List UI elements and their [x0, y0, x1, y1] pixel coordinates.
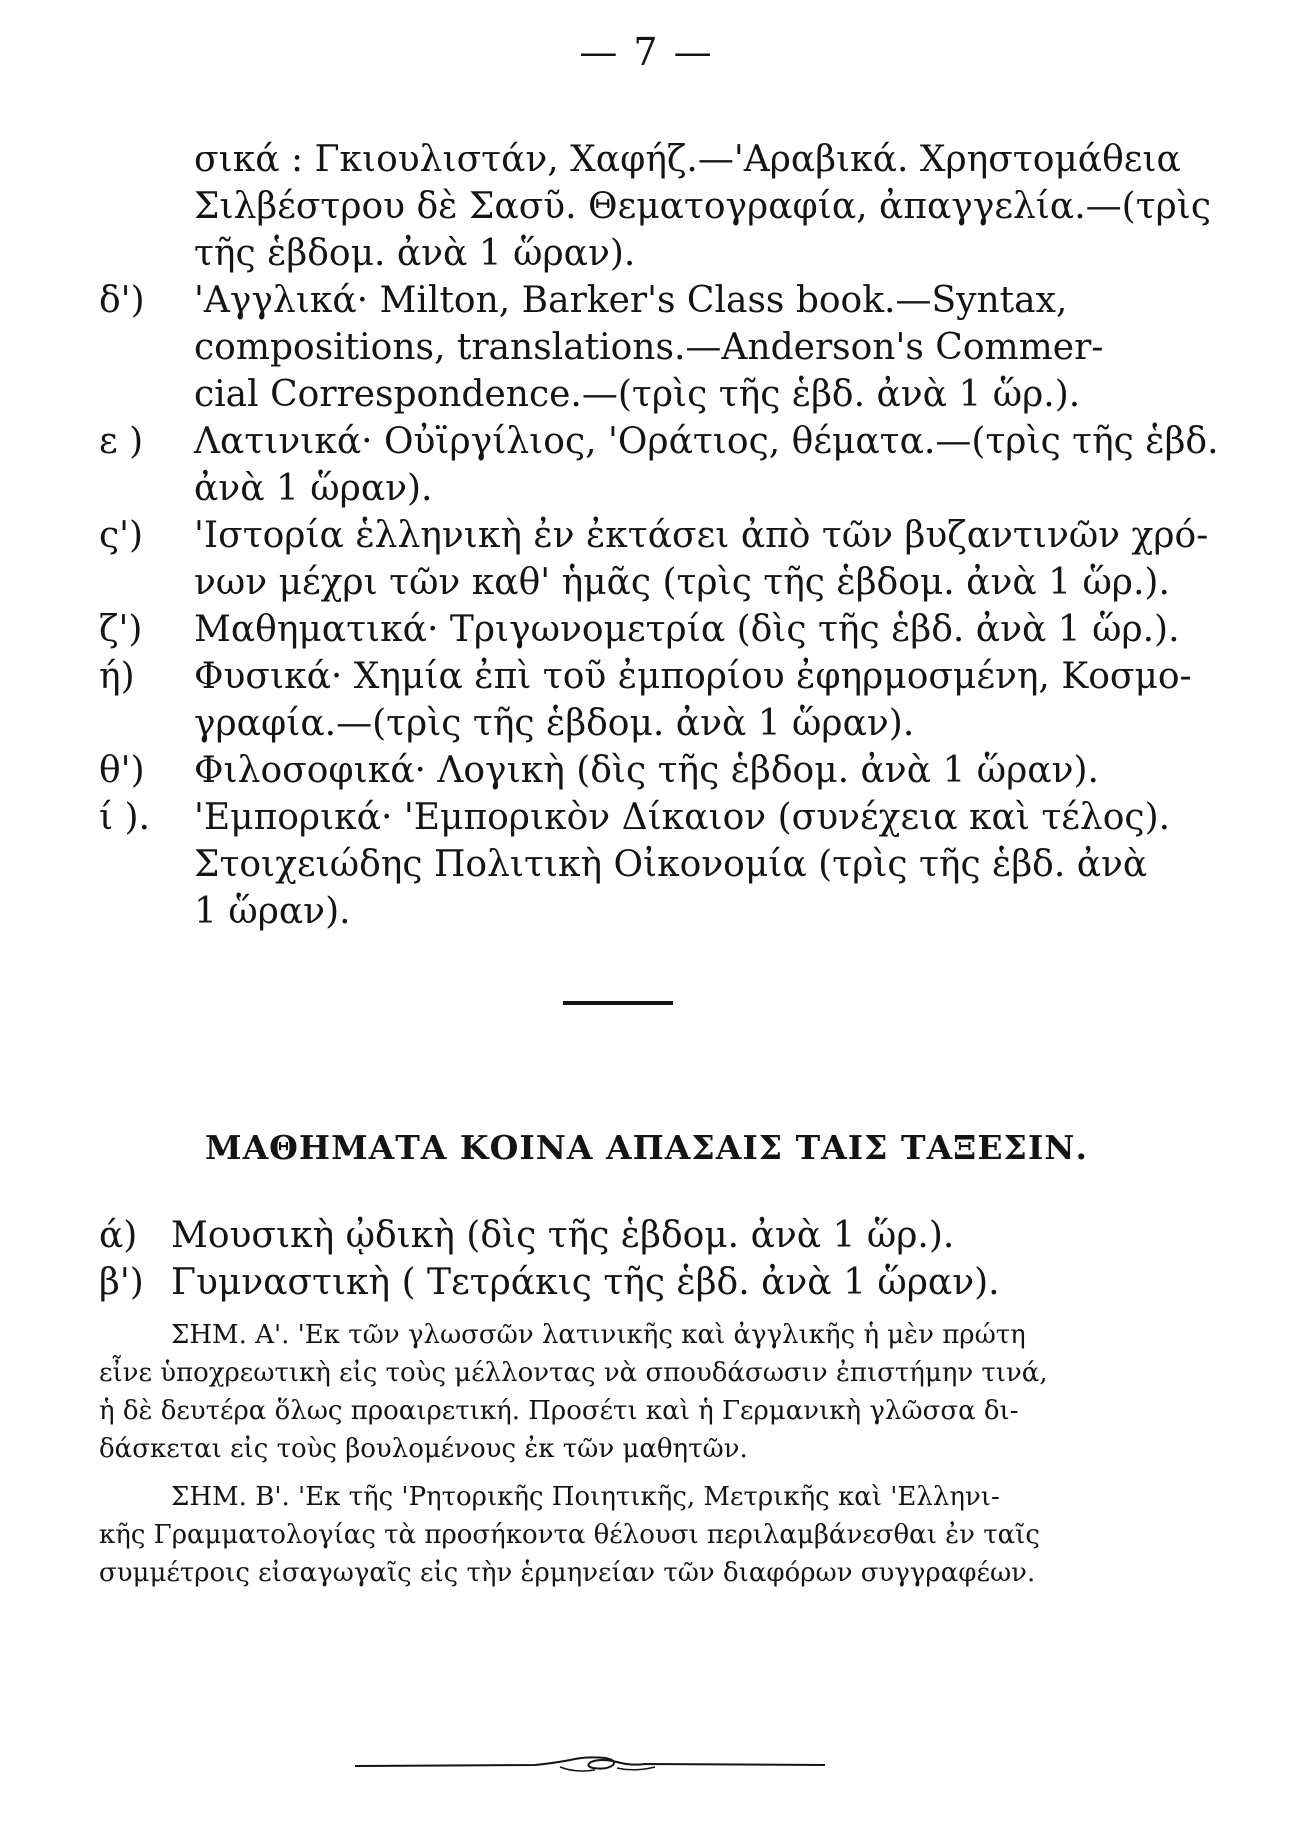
page-number: — 7 —	[579, 30, 714, 74]
note-line: συμμέτροις εἰσαγωγαῖς εἰς τὴν ἑρμηνείαν τῶν διαφόρων συγγραφέων.	[99, 1558, 1036, 1588]
note-line: ἡ δὲ δευτέρα ὅλως προαιρετική. Προσέτι καὶ ἡ Γερμανικὴ γλῶσσα δι-	[99, 1396, 1019, 1426]
subject-item-commerce	[99, 794, 1209, 935]
common-item-music	[99, 1212, 1209, 1259]
item-marker: ζ')	[99, 609, 143, 650]
note-line: ΣΗΜ. Β'. 'Εκ τῆς 'Ρητορικῆς Ποιητικῆς, Μετρικῆς καὶ 'Ελληνι-	[171, 1482, 1000, 1512]
text-line: 'Αγγλικά· Milton, Barker's Class book.—Syntax,	[194, 280, 1068, 321]
common-subjects	[99, 1212, 1209, 1306]
note-line: δάσκεται εἰς τοὺς βουλομένους ἐκ τῶν μαθητῶν.	[99, 1434, 748, 1464]
item-marker: ς')	[99, 515, 144, 556]
note-b	[99, 1478, 1209, 1592]
text-line: Στοιχειώδης Πολιτικὴ Οἰκονομία (τρὶς τῆς ἑβδ. ἀνὰ	[194, 844, 1148, 885]
subject-item-english	[99, 277, 1209, 418]
ornament-flourish-icon	[355, 1746, 825, 1780]
curriculum-section	[99, 136, 1219, 935]
text-line: Μαθηματικά· Τριγωνομετρία (δὶς τῆς ἑβδ. ἀνὰ 1 ὥρ.).	[194, 609, 1180, 650]
subject-item-physics	[99, 653, 1209, 747]
text-line: compositions, translations.—Anderson's Commer-	[194, 327, 1104, 368]
text-line: σικά : Γκιουλιστάν, Χαφήζ.—'Αραβικά. Χρηστομάθεια	[194, 139, 1181, 180]
text-line: ἀνὰ 1 ὥραν).	[194, 468, 433, 509]
text-line: Λατινικά· Οὐϊργίλιος, 'Οράτιος, θέματα.—(τρὶς τῆς ἑβδ.	[194, 421, 1219, 462]
subject-item-history	[99, 512, 1209, 606]
note-line: εἶνε ὑποχρεωτικὴ εἰς τοὺς μέλλοντας νὰ σπουδάσωσιν ἐπιστήμην τινά,	[99, 1358, 1048, 1388]
note-line: ΣΗΜ. Α'. 'Εκ τῶν γλωσσῶν λατινικῆς καὶ ἀγγλικῆς ἡ μὲν πρώτη	[171, 1320, 1026, 1350]
item-marker: β')	[99, 1262, 144, 1303]
text-line: νων μέχρι τῶν καθ' ἡμᾶς (τρὶς τῆς ἑβδομ. ἀνὰ 1 ὥρ.).	[194, 562, 1170, 603]
item-marker: δ')	[99, 280, 145, 321]
text-line: Φιλοσοφικά· Λογικὴ (δὶς τῆς ἑβδομ. ἀνὰ 1 ὥραν).	[194, 750, 1099, 791]
section-divider	[563, 1001, 673, 1005]
note-line: κῆς Γραμματολογίας τὰ προσήκοντα θέλουσι περιλαμβάνεσθαι ἐν ταῖς	[99, 1520, 1040, 1550]
subject-item-mathematics	[99, 606, 1209, 653]
section-heading: ΜΑΘΗΜΑΤΑ ΚΟΙΝΑ ΑΠΑΣΑΙΣ ΤΑΙΣ ΤΑΞΕΣΙΝ.	[205, 1128, 1088, 1167]
common-item-gymnastics	[99, 1259, 1209, 1306]
text-line: 'Εμπορικά· 'Εμπορικὸν Δίκαιον (συνέχεια καὶ τέλος).	[194, 797, 1171, 838]
text-line: Σιλβέστρου δὲ Σασῦ. Θεματογραφία, ἀπαγγελία.—(τρὶς	[194, 186, 1212, 227]
text-line: cial Correspondence.—(τρὶς τῆς ἑβδ. ἀνὰ 1 ὥρ.).	[194, 374, 1081, 415]
text-line: Φυσικά· Χημία ἐπὶ τοῦ ἐμπορίου ἐφηρμοσμένη, Κοσμο-	[194, 656, 1192, 697]
text-line: τῆς ἑβδομ. ἀνὰ 1 ὥραν).	[194, 233, 636, 274]
continuation-text	[99, 136, 1212, 277]
text-line: Μουσικὴ ᾠδικὴ (δὶς τῆς ἑβδομ. ἀνὰ 1 ὥρ.).	[171, 1215, 955, 1256]
subject-item-latin	[99, 418, 1219, 512]
item-marker: ε )	[99, 421, 144, 462]
subject-item-philosophy	[99, 747, 1209, 794]
text-line: 1 ὥραν).	[194, 891, 351, 932]
item-marker: ί ).	[99, 797, 151, 838]
text-line: 'Ιστορία ἑλληνικὴ ἐν ἐκτάσει ἀπὸ τῶν βυζαντινῶν χρό-	[194, 515, 1209, 556]
notes-section	[99, 1316, 1209, 1592]
text-line: Γυμναστικὴ ( Τετράκις τῆς ἑβδ. ἀνὰ 1 ὥραν).	[171, 1262, 1000, 1303]
note-a	[99, 1316, 1209, 1468]
item-marker: ή)	[99, 656, 135, 697]
text-line: γραφία.—(τρὶς τῆς ἑβδομ. ἀνὰ 1 ὥραν).	[194, 703, 915, 744]
item-marker: ά)	[99, 1215, 138, 1256]
item-marker: θ')	[99, 750, 145, 791]
